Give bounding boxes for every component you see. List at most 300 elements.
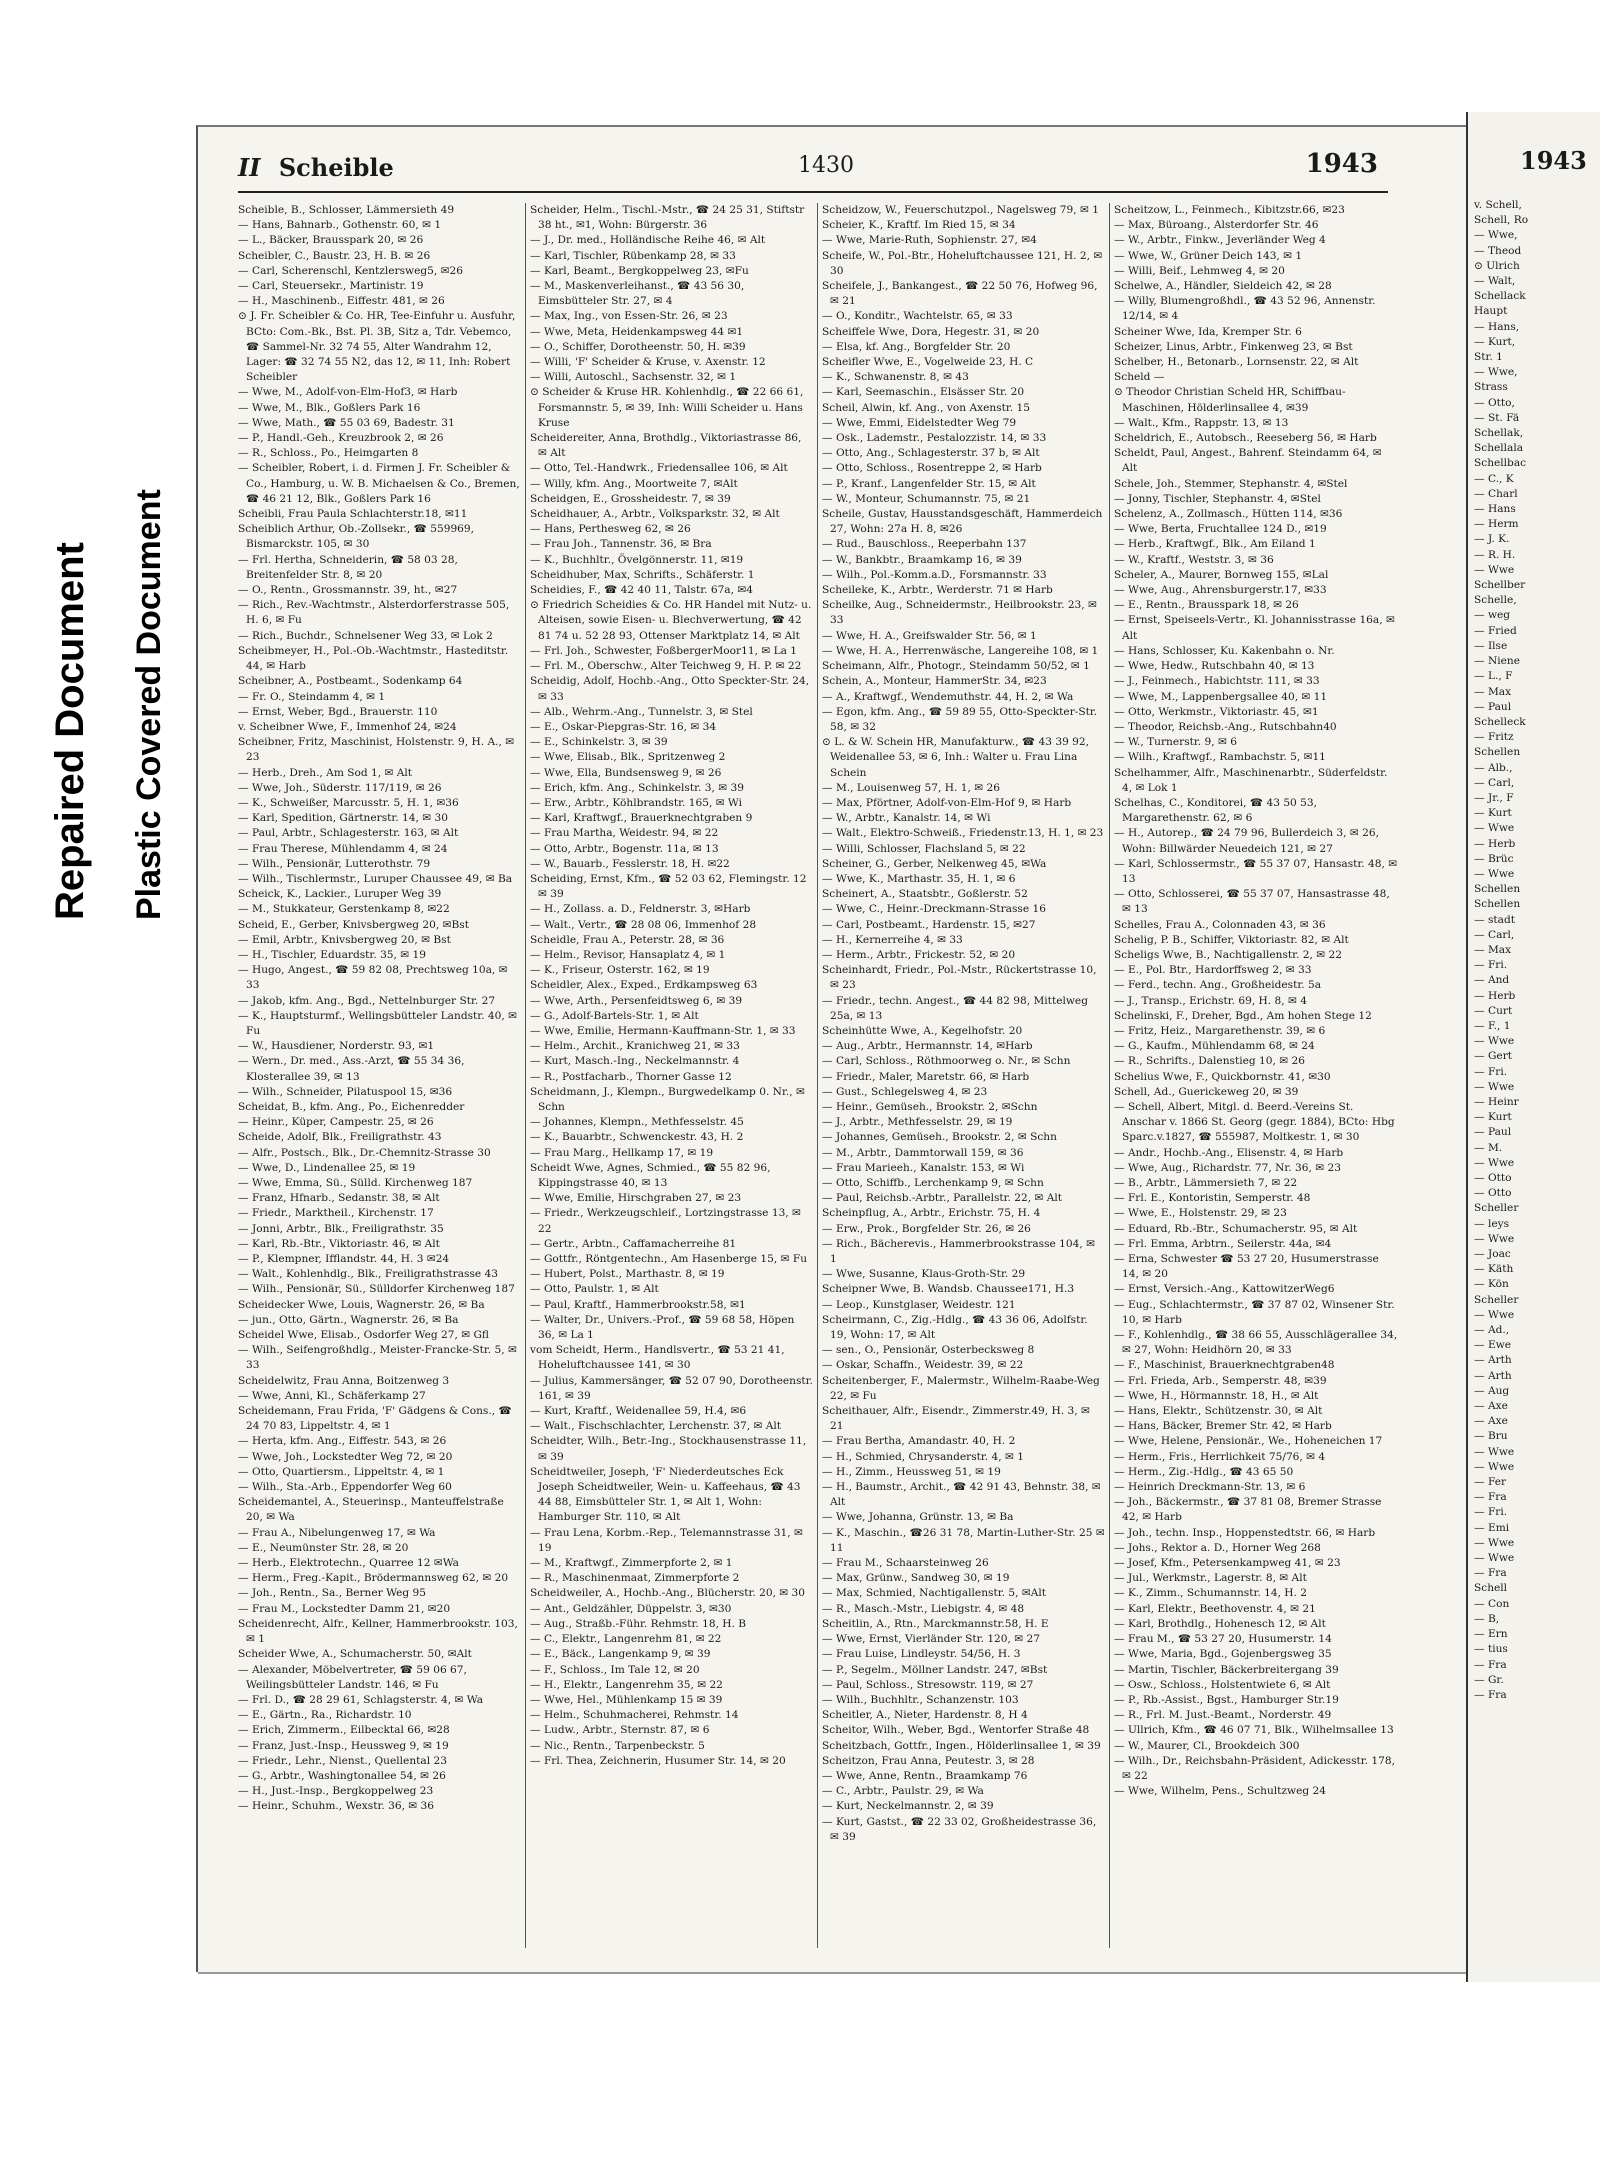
directory-entry: — M., Stukkateur, Gerstenkamp 8, ✉22 [238,903,450,916]
directory-entry: — Otto, Werkmstr., Viktoriastr. 45, ✉1 [1114,705,1319,718]
directory-entry: — Rud., Bauschloss., Reeperbahn 137 [822,538,1027,551]
directory-entry: — Otto, Schlosserei, ☎ 55 37 07, Hansastrasse 48, ✉ 13 [1114,888,1390,916]
directory-entry: — E., Schinkelstr. 3, ✉ 39 [530,736,668,749]
directory-entry: Scheidemantel, A., Steuerinsp., Manteuffelstraße 20, ✉ Wa [238,1496,504,1524]
adjacent-entry: — Wwe [1474,1232,1515,1245]
directory-entry: — Wwe, Joh., Lockstedter Weg 72, ✉ 20 [238,1450,453,1463]
directory-entry: Scheidmann, J., Klempn., Burgwedelkamp 0. Nr., ✉ Schn [530,1085,805,1113]
directory-entry: — P., Segelm., Möllner Landstr. 247, ✉Bst [822,1663,1048,1676]
adjacent-entry: — Fri. [1474,959,1508,972]
directory-entry: — Wwe, Marie-Ruth, Sophienstr. 27, ✉4 [822,234,1037,247]
directory-entry: — Paul, Kraftf., Hammerbrookstr.58, ✉1 [530,1298,746,1311]
directory-entry: Scheinert, A., Staatsbtr., Goßlerstr. 52 [822,888,1028,901]
directory-entry: — Erna, Schwester ☎ 53 27 20, Husumerstrasse 14, ✉ 20 [1114,1253,1379,1281]
directory-entry: Scheid, E., Gerber, Knivsbergweg 20, ✉Bst [238,918,470,931]
adjacent-page [1466,112,1600,1982]
directory-entry: — K., Friseur, Osterstr. 162, ✉ 19 [530,964,710,977]
directory-entry: — Wwe, Maria, Bgd., Gojenbergsweg 35 [1114,1648,1332,1661]
directory-entry: — Scheibler, Robert, i. d. Firmen J. Fr. Scheibler & Co., Hamburg, u. W. B. Michaelsen & Co., Bremen, ☎ 46 21 12, Blk., Goßlers Park 16 [238,462,520,505]
adjacent-entry: — Wwe [1474,1035,1515,1048]
directory-entry: — Joh., Rentn., Sa., Berner Weg 95 [238,1587,427,1600]
directory-entry: — Frl. Thea, Zeichnerin, Husumer Str. 14, ✉ 20 [530,1754,786,1767]
directory-entry: — R., Maschinenmaat, Zimmerpforte 2 [530,1572,740,1585]
directory-entry: — Herta, kfm. Ang., Eiffestr. 543, ✉ 26 [238,1435,447,1448]
directory-entry: — Wwe, Math., ☎ 55 03 69, Badestr. 31 [238,416,455,429]
directory-entry: — Herm., Arbtr., Frickestr. 52, ✉ 20 [822,948,1016,961]
adjacent-entry: Schellack [1474,290,1526,303]
directory-entry: — Wwe, Elisab., Blk., Spritzenweg 2 [530,751,726,764]
directory-entry: — W., Monteur, Schumannstr. 75, ✉ 21 [822,492,1031,505]
adjacent-entry: — Curt [1474,1004,1513,1017]
repaired-document-stamp: Repaired Document [48,542,92,920]
directory-entry: — R., Frl. M. Just.-Beamt., Norderstr. 49 [1114,1709,1332,1722]
directory-entry: Scheiner Wwe, Ida, Kremper Str. 6 [1114,325,1302,338]
directory-entry: — Karl, Tischler, Rübenkamp 28, ✉ 33 [530,249,736,262]
directory-entry: — Alb., Wehrm.-Ang., Tunnelstr. 3, ✉ Stel [530,705,753,718]
directory-entry: — Frau Martha, Weidestr. 94, ✉ 22 [530,827,719,840]
directory-entry: — Carl, Steuersekr., Martinistr. 19 [238,280,424,293]
directory-entry: — Frl. D., ☎ 28 29 61, Schlagsterstr. 4, ✉ Wa [238,1693,484,1706]
directory-entry: — Walt., Fischschlachter, Lerchenstr. 37, ✉ Alt [530,1420,782,1433]
directory-entry: — Rich., Rev.-Wachtmstr., Alsterdorferstrasse 505, H. 6, ✉ Fu [238,599,510,627]
adjacent-entry: — Wwe [1474,1552,1515,1565]
directory-entry: Scheidweiler, A., Hochb.-Ang., Blücherstr. 20, ✉ 30 [530,1587,806,1600]
directory-entry: — Wwe, M., Lappenbergsallee 40, ✉ 11 [1114,690,1328,703]
adjacent-entry: — Fried [1474,624,1517,637]
directory-entry: — jun., Otto, Gärtn., Wagnerstr. 26, ✉ Ba [238,1313,459,1326]
adjacent-entry: — Gert [1474,1050,1513,1063]
adjacent-entry: — M. [1474,1141,1503,1154]
directory-entry: — Erich, Zimmerm., Eilbecktal 66, ✉28 [238,1724,450,1737]
adjacent-entry: — Wwe [1474,1308,1515,1321]
directory-entry: — R., Postfacharb., Thorner Gasse 12 [530,1070,732,1083]
adjacent-entry: — Joac [1474,1248,1511,1261]
directory-entry: — Aug., Arbtr., Hermannstr. 14, ✉Harb [822,1040,1033,1053]
adjacent-entry: — leys [1474,1217,1510,1230]
directory-column-1 [234,203,526,1948]
directory-entry: — Johannes, Gemüseh., Brookstr. 2, ✉ Schn [822,1131,1057,1144]
adjacent-entry: — Niene [1474,655,1520,668]
directory-entry: — Wwe, H. A., Herrenwäsche, Langereihe 108, ✉ 1 [822,644,1099,657]
directory-entry: — Friedr., Werkzeugschleif., Lortzingstrasse 13, ✉ 22 [530,1207,801,1235]
directory-entry: — Herb., Kraftwgf., Blk., Am Eiland 1 [1114,538,1316,551]
adjacent-entry: — Wwe [1474,1445,1515,1458]
adjacent-entry: — Walt, [1474,275,1516,288]
directory-entry: ⊙ J. Fr. Scheibler & Co. HR, Tee-Einfuhr u. Ausfuhr, BCto: Com.-Bk., Bst. Pl. 3B, Sitz a, Tdr. Vebemco, ☎ Sammel-Nr. 32 74 55, Alter Wandrahm 12, Lager: ☎ 32 74 55 N2, das 12, ✉ 11, Inh: Robert Scheibler [238,310,516,384]
directory-column-3 [818,203,1110,1948]
directory-entry: — Karl, Kraftwgf., Brauerknechtgraben 9 [530,812,753,825]
adjacent-entry: — Jr., F [1474,791,1514,804]
adjacent-entry: Schellen [1474,746,1521,759]
directory-entry: — Frau A., Nibelungenweg 17, ✉ Wa [238,1526,436,1539]
adjacent-entry: — Max [1474,685,1512,698]
adjacent-entry: — Arth [1474,1354,1512,1367]
adjacent-entry: Scheller [1474,1293,1519,1306]
directory-entry: — Kurt, Kraftf., Weidenallee 59, H.4, ✉6 [530,1405,747,1418]
directory-entry: — Wwe, Johanna, Grünstr. 13, ✉ Ba [822,1511,1014,1524]
directory-entry: Scheidhuber, Max, Schrifts., Schäferstr. 1 [530,568,755,581]
adjacent-entry: — Emi [1474,1521,1510,1534]
directory-entry: — Max, Büroang., Alsterdorfer Str. 46 [1114,219,1319,232]
directory-entry: Scheinhütte Wwe, A., Kegelhofstr. 20 [822,1024,1023,1037]
directory-entry: Schelhas, C., Konditorei, ☎ 43 50 53, Margarethenstr. 62, ✉ 6 [1114,796,1318,825]
directory-entry: — Wilh., Seifengroßhdlg., Meister-Francke-Str. 5, ✉ 33 [238,1344,517,1372]
directory-entry: Scheimann, Alfr., Photogr., Steindamm 50/52, ✉ 1 [822,660,1090,673]
directory-entry: — Ullrich, Kfm., ☎ 46 07 71, Blk., Wilhelmsallee 13 [1114,1724,1394,1737]
directory-entry: — Wwe, Berta, Fruchtallee 124 D., ✉19 [1114,523,1327,536]
directory-entry: — Wilh., Buchhltr., Schanzenstr. 103 [822,1693,1019,1706]
directory-entry: Schelig, P. B., Schiffer, Viktoriastr. 82, ✉ Alt [1114,933,1349,946]
directory-entry: — Franz, Hfnarb., Sedanstr. 38, ✉ Alt [238,1192,440,1205]
directory-entry: — Joh., Bäckermstr., ☎ 37 81 08, Bremer Strasse 42, ✉ Harb [1114,1496,1382,1524]
directory-entry: Scheinpflug, A., Arbtr., Erichstr. 75, H. 4 [822,1207,1041,1220]
year-label: 1943 [1305,149,1378,179]
directory-entry: — W., Kraftf., Weststr. 3, ✉ 36 [1114,553,1274,566]
directory-entry: — Jakob, kfm. Ang., Bgd., Nettelnburger Str. 27 [238,994,496,1007]
adjacent-entry: — Fritz [1474,731,1514,744]
directory-entry: — Frl. Emma, Arbtrn., Seilerstr. 44a, ✉4 [1114,1237,1332,1250]
adjacent-entry: — F., 1 [1474,1019,1511,1032]
directory-entry: Scheligs Wwe, B., Nachtigallenstr. 2, ✉ 22 [1114,948,1342,961]
directory-entry: — Wwe, Meta, Heidenkampsweg 44 ✉1 [530,325,744,338]
directory-entry: — Frau M., Schaarsteinweg 26 [822,1557,989,1570]
directory-entry: Schelhammer, Alfr., Maschinenarbtr., Süderfeldstr. 4, ✉ Lok 1 [1114,766,1388,794]
directory-entry: — P., Kranf., Langenfelder Str. 15, ✉ Alt [822,477,1036,490]
adjacent-entry: — Hans [1474,503,1516,516]
directory-entry: — Hubert, Polst., Marthastr. 8, ✉ 19 [530,1268,725,1281]
directory-entry: — J., Arbtr., Methfesselstr. 29, ✉ 19 [822,1116,1013,1129]
directory-entry: — Walt., Kfm., Rappstr. 13, ✉ 13 [1114,416,1289,429]
adjacent-entry: — Wwe, [1474,229,1518,242]
directory-entry: — W., Hausdiener, Norderstr. 93, ✉1 [238,1040,435,1053]
directory-entry: Scheitzow, L., Feinmech., Kibitzstr.66, ✉23 [1114,204,1345,216]
directory-entry: Scheidler, Alex., Exped., Erdkampsweg 63 [530,979,758,992]
adjacent-entry: — Herb [1474,989,1516,1002]
directory-entry: — O., Schiffer, Dorotheenstr. 50, H. ✉39 [530,340,746,353]
directory-entry: — E., Pol. Btr., Hardorffsweg 2, ✉ 33 [1114,964,1312,977]
adjacent-entry: — Otto [1474,1187,1512,1200]
directory-entry: — Julius, Kammersänger, ☎ 52 07 90, Dorotheenstr. 161, ✉ 39 [530,1374,813,1402]
adjacent-entry: — Otto, [1474,396,1515,409]
directory-entry: — Johannes, Klempn., Methfesselstr. 45 [530,1116,744,1129]
directory-entry: Scheitler, A., Nieter, Hardenstr. 8, H 4 [822,1709,1028,1722]
directory-entry: — Willy, Blumengroßhdl., ☎ 43 52 96, Annenstr. 12/14, ✉ 4 [1114,295,1376,323]
adjacent-entry: — Carl, [1474,776,1515,789]
directory-entry: — Wwe, K., Marthastr. 35, H. 1, ✉ 6 [822,872,1016,885]
directory-entry: Scheier, K., Kraftf. Im Ried 15, ✉ 34 [822,219,1016,232]
adjacent-entry: — Fer [1474,1476,1507,1489]
adjacent-entry: — Theod [1474,244,1522,257]
adjacent-entry: v. Schell, [1474,199,1522,211]
adjacent-entry: — Kurt [1474,1111,1512,1124]
adjacent-entry: — tius [1474,1643,1508,1656]
directory-entry: — Johs., Rektor a. D., Horner Weg 268 [1114,1541,1321,1554]
directory-entry: — Otto, Ang., Schlagesterstr. 37 b, ✉ Alt [822,447,1040,460]
directory-entry: — Wwe, Wilhelm, Pens., Schultzweg 24 [1114,1785,1326,1798]
directory-entry: Scheibner, A., Postbeamt., Sodenkamp 64 [238,675,463,688]
directory-entry: — Frau Therese, Mühlendamm 4, ✉ 24 [238,842,448,855]
directory-entry: Scheiner, G., Gerber, Nelkenweg 45, ✉Wa [822,857,1047,870]
directory-entry: — Heinr., Schuhm., Wexstr. 36, ✉ 36 [238,1800,435,1813]
directory-entry: — W., Turnerstr. 9, ✉ 6 [1114,736,1237,749]
directory-entry: — Egon, kfm. Ang., ☎ 59 89 55, Otto-Speckter-Str. 58, ✉ 32 [822,705,1098,733]
directory-entry: — Herb., Dreh., Am Sod 1, ✉ Alt [238,766,413,779]
directory-entry: — Wwe, H. A., Greifswalder Str. 56, ✉ 1 [822,629,1037,642]
directory-entry: — F., Kohlenhdlg., ☎ 38 66 55, Ausschlägerallee 34, ✉ 27, Wohn: Heidhörn 20, ✉ 33 [1114,1329,1398,1357]
directory-entry: — K., Zimm., Schumannstr. 14, H. 2 [1114,1587,1308,1600]
directory-entry: — Frl. Frieda, Arb., Semperstr. 48, ✉39 [1114,1374,1327,1387]
directory-entry: — H., Maschinenb., Eiffestr. 481, ✉ 26 [238,295,445,308]
directory-entry: — P., Rb.-Assist., Bgst., Hamburger Str.19 [1114,1693,1339,1706]
directory-entry: — H., Elektr., Langenrehm 35, ✉ 22 [530,1678,723,1691]
adjacent-entry: Schellak, [1474,427,1524,440]
adjacent-entry: — Herb [1474,837,1516,850]
directory-entry: — F., Maschinist, Brauerknechtgraben48 [1114,1359,1335,1372]
adjacent-entry: Schelle, [1474,594,1517,607]
directory-entry: — Frau Marg., Hellkamp 17, ✉ 19 [530,1146,714,1159]
directory-entry: — Wwe, Anne, Rentn., Braamkamp 76 [822,1769,1028,1782]
directory-entry: — O., Konditr., Wachtelstr. 65, ✉ 33 [822,310,1013,323]
directory-entry: Scheibli, Frau Paula Schlachterstr.18, ✉11 [238,508,468,521]
directory-entry: — Hans, Bahnarb., Gothenstr. 60, ✉ 1 [238,219,442,232]
directory-entry: Scheifler Wwe, E., Vogelweide 23, H. C [822,356,1034,369]
directory-entry: Scheider, Helm., Tischl.-Mstr., ☎ 24 25 31, Stiftstr 38 ht., ✉1, Wohn: Bürgerstr. 36 [530,204,805,232]
adjacent-entry: — Con [1474,1597,1510,1610]
directory-entry: — A., Kraftwgf., Wendemuthstr. 44, H. 2, ✉ Wa [822,690,1074,703]
adjacent-entry: — Aug [1474,1384,1510,1397]
directory-entry: — Karl, Brothdlg., Hohenesch 12, ✉ Alt [1114,1617,1326,1630]
directory-entry: — Frau Bertha, Amandastr. 40, H. 2 [822,1435,1016,1448]
adjacent-entry: — And [1474,974,1510,987]
directory-entry: — Max, Schmied, Nachtigallenstr. 5, ✉Alt [822,1587,1046,1600]
directory-entry: — R., Masch.-Mstr., Liebigstr. 4, ✉ 48 [822,1602,1025,1615]
directory-entry: — W., Arbtr., Kanalstr. 14, ✉ Wi [822,812,991,825]
directory-entry: — Carl, Postbeamt., Hardenstr. 15, ✉27 [822,918,1036,931]
directory-entry: — Emil, Arbtr., Knivsbergweg 20, ✉ Bst [238,933,451,946]
directory-entry: Scheide, Adolf, Blk., Freiligrathstr. 43 [238,1131,442,1144]
directory-page [196,125,1468,1972]
directory-entry: vom Scheidt, Herm., Handlsvertr., ☎ 53 21 41, Hoheluftchaussee 141, ✉ 30 [530,1344,785,1372]
directory-entry: — C., Elektr., Langenrehm 81, ✉ 22 [530,1633,722,1646]
directory-entry: — Alfr., Postsch., Blk., Dr.-Chemnitz-Strasse 30 [238,1146,491,1159]
directory-entry: ⊙ Friedrich Scheidies & Co. HR Handel mit Nutz- u. Alteisen, sowie Eisen- u. Blechverwertung, ☎ 42 81 74 u. 52 28 93, Ottenser Marktplatz 14, ✉ Alt [530,599,812,642]
directory-entry: — Karl, Elektr., Beethovenstr. 4, ✉ 21 [1114,1602,1316,1615]
directory-entry: — Frl. Joh., Schwester, FoßbergerMoor11, ✉ La 1 [530,644,798,657]
directory-entry: — Friedr., techn. Angest., ☎ 44 82 98, Mittelweg 25a, ✉ 13 [822,994,1088,1022]
adjacent-entry: — Axe [1474,1400,1508,1413]
directory-entry: Scheipner Wwe, B. Wandsb. Chaussee171, H.3 [822,1283,1075,1296]
directory-entry: — Frau Joh., Tannenstr. 36, ✉ Bra [530,538,712,551]
adjacent-entry: Schellen [1474,898,1521,911]
directory-entry: Scheidat, B., kfm. Ang., Po., Eichenredder [238,1100,465,1113]
directory-entry: Scheler, A., Maurer, Bornweg 155, ✉Lal [1114,568,1329,581]
adjacent-entry: — Fra [1474,1491,1507,1504]
directory-entry: — Walter, Dr., Univers.-Prof., ☎ 59 68 58, Höpen 36, ✉ La 1 [530,1313,795,1342]
adjacent-entry: Schelleck [1474,715,1526,728]
directory-entry: Scheizer, Linus, Arbtr., Finkenweg 23, ✉ Bst [1114,340,1353,353]
directory-entry: — Helm., Archit., Kranichweg 21, ✉ 33 [530,1040,740,1053]
directory-entry: — Frau M., ☎ 53 27 20, Husumerstr. 14 [1114,1633,1332,1646]
directory-entry: — E., Gärtn., Ra., Richardstr. 10 [238,1709,412,1722]
directory-entry: Scheibner, Fritz, Maschinist, Holstenstr. 9, H. A., ✉ 23 [238,736,515,764]
directory-entry: Scheider Wwe, A., Schumacherstr. 50, ✉Alt [238,1648,472,1661]
adjacent-entry: Strass [1474,381,1508,394]
directory-entry: — H., Zimm., Heussweg 51, ✉ 19 [822,1465,1001,1478]
directory-entry: — P., Klempner, Ifflandstr. 44, H. 3 ✉24 [238,1253,450,1266]
directory-entry: — W., Bankbtr., Braamkamp 16, ✉ 39 [822,553,1022,566]
directory-entry: — K., Maschin., ☎26 31 78, Martin-Luther-Str. 25 ✉ 11 [822,1526,1105,1554]
adjacent-entry: — Ern [1474,1628,1508,1641]
adjacent-entry: — Arth [1474,1369,1512,1382]
directory-entry: — R., Schloss., Po., Heimgarten 8 [238,447,419,460]
directory-entry: — Wwe, Ernst, Vierländer Str. 120, ✉ 27 [822,1633,1040,1646]
directory-entry: — Willi, 'F' Scheider & Kruse, v. Axenstr. 12 [530,356,766,369]
directory-entry: — Eug., Schlachtermstr., ☎ 37 87 02, Winsener Str. 10, ✉ Harb [1114,1298,1395,1326]
directory-entry: — Alexander, Möbelvertreter, ☎ 59 06 67, Weilingsbütteler Landstr. 146, ✉ Fu [238,1663,467,1691]
directory-entry: — K., Schwanenstr. 8, ✉ 43 [822,371,969,384]
adjacent-year-label: 1943 [1520,146,1587,175]
directory-entry: — M., Maskenverleihanst., ☎ 43 56 30, Eimsbütteler Str. 27, ✉ 4 [530,280,745,308]
directory-entry: Schele, Joh., Stemmer, Stephanstr. 4, ✉Stel [1114,477,1348,490]
directory-entry: — Herb., Elektrotechn., Quarree 12 ✉Wa [238,1557,459,1570]
directory-entry: Scheidel Wwe, Elisab., Osdorfer Weg 27, ✉ Gfl [238,1329,489,1342]
directory-entry: — Paul, Schloss., Stresowstr. 119, ✉ 27 [822,1678,1034,1691]
directory-entry: — Carl, Schloss., Röthmoorweg o. Nr., ✉ Schn [822,1055,1071,1068]
directory-entry: — Frau M., Lockstedter Damm 21, ✉20 [238,1602,451,1615]
directory-entry: Scheilke, Aug., Schneidermstr., Heilbrookstr. 23, ✉ 33 [822,599,1097,627]
directory-entry: — Jonni, Arbtr., Blk., Freiligrathstr. 35 [238,1222,444,1235]
adjacent-entry: Haupt [1474,305,1508,318]
directory-entry: — E., Neumünster Str. 28, ✉ 20 [238,1541,409,1554]
directory-entry: — H., Just.-Insp., Bergkoppelweg 23 [238,1785,434,1798]
directory-entry: Scheibmeyer, H., Pol.-Ob.-Wachtmstr., Hasteditstr. 44, ✉ Harb [238,644,509,673]
directory-entry: Schell, Ad., Guerickeweg 20, ✉ 39 [1114,1085,1299,1098]
directory-entry: — H., Schmied, Chrysanderstr. 4, ✉ 1 [822,1450,1024,1463]
adjacent-entry: — Fri. [1474,1506,1508,1519]
directory-entry: — Herm., Zig.-Hdlg., ☎ 43 65 50 [1114,1465,1294,1478]
directory-entry: Scheiding, Ernst, Kfm., ☎ 52 03 62, Flemingstr. 12 ✉ 39 [530,872,807,901]
adjacent-entry: — Wwe [1474,1156,1515,1169]
directory-entry: — Wwe, C., Heinr.-Dreckmann-Strasse 16 [822,903,1046,916]
directory-entry: — Kurt, Neckelmannstr. 2, ✉ 39 [822,1800,994,1813]
adjacent-entry: — Bru [1474,1430,1508,1443]
adjacent-entry: — Otto [1474,1172,1512,1184]
directory-entry: — Wwe, Emmi, Eidelstedter Weg 79 [822,416,1017,429]
directory-entry: Scheidelwitz, Frau Anna, Boitzenweg 3 [238,1374,450,1387]
directory-entry: — Wwe, Hel., Mühlenkamp 15 ✉ 39 [530,1693,723,1706]
directory-entry: — Wwe, D., Lindenallee 25, ✉ 19 [238,1161,416,1174]
directory-entry: Scheinhardt, Friedr., Pol.-Mstr., Rückertstrasse 10, ✉ 23 [822,964,1097,992]
adjacent-entry: — Wwe [1474,1460,1515,1473]
adjacent-entry: — Ad., [1474,1324,1510,1337]
directory-entry: — Wwe, Aug., Richardstr. 77, Nr. 36, ✉ 23 [1114,1161,1341,1174]
directory-entry: — Jul., Werkmstr., Lagerstr. 8, ✉ Alt [1114,1572,1307,1585]
adjacent-entry: — Kön [1474,1278,1509,1291]
directory-entry: Scheileke, K., Arbtr., Werderstr. 71 ✉ Harb [822,584,1053,597]
directory-entry: — Wwe, W., Grüner Deich 143, ✉ 1 [1114,249,1303,262]
directory-entry: Scheirmann, C., Zig.-Hdlg., ☎ 43 36 06, Adolfstr. 19, Wohn: 17, ✉ Alt [822,1313,1088,1342]
directory-entry: — J., Transp., Erichstr. 69, H. 8, ✉ 4 [1114,994,1307,1007]
directory-entry: — Franz, Just.-Insp., Heussweg 9, ✉ 19 [238,1739,449,1752]
adjacent-entry: — Charl [1474,487,1518,500]
adjacent-entry: — Heinr [1474,1095,1519,1108]
directory-entry: — G., Kaufm., Mühlendamm 68, ✉ 24 [1114,1040,1315,1053]
directory-entry: — Wilh., Tischlermstr., Luruper Chaussee 49, ✉ Ba [238,872,513,885]
directory-entry: — Kurt, Masch.-Ing., Neckelmannstr. 4 [530,1055,740,1068]
directory-entry: — Frl. Hertha, Schneiderin, ☎ 58 03 28, Breitenfelder Str. 8, ✉ 20 [238,553,458,581]
directory-entry: — Otto, Schiffb., Lerchenkamp 9, ✉ Schn [822,1177,1044,1189]
directory-entry: — Wwe, Helene, Pensionär., We., Hoheneichen 17 [1114,1435,1383,1448]
directory-entry: — Wwe, Hedw., Rutschbahn 40, ✉ 13 [1114,660,1315,673]
directory-entry: — Otto, Paulstr. 1, ✉ Alt [530,1283,659,1296]
adjacent-entry: — Fra [1474,1688,1507,1701]
directory-entry: — Wwe, Anni, Kl., Schäferkamp 27 [238,1389,426,1402]
adjacent-entry: — Ilse [1474,639,1508,652]
adjacent-entry: — Max [1474,943,1512,956]
directory-entry: — E., Rentn., Brausspark 18, ✉ 26 [1114,599,1299,612]
adjacent-entry: — C., K [1474,472,1514,485]
directory-entry: Scheidtweiler, Joseph, 'F' Niederdeutsches Eck Joseph Scheidtweiler, Wein- u. Kaffeehaus, ☎ 43 44 88, Eimsbütteler Str. 1, ✉ Alt 1, Wohn: Hamburger Str. 110, ✉ Alt [530,1465,801,1524]
directory-entry: — Max, Ing., von Essen-Str. 26, ✉ 23 [530,310,728,323]
directory-entry: Schelber, H., Betonarb., Lornsenstr. 22, ✉ Alt [1114,356,1359,369]
directory-entry: — G., Arbtr., Washingtonallee 54, ✉ 26 [238,1769,446,1782]
directory-entry: Schelenz, A., Zollmasch., Hütten 114, ✉36 [1114,508,1343,521]
directory-entry: — Wwe, H., Hörmannstr. 18, H., ✉ Alt [1114,1389,1319,1402]
directory-entry: Schelwe, A., Händler, Sieldeich 42, ✉ 28 [1114,280,1332,293]
directory-entry: — Gust., Schlegelsweg 4, ✉ 23 [822,1085,988,1098]
directory-entry: Scheidies, F., ☎ 42 40 11, Talstr. 67a, ✉4 [530,584,753,597]
adjacent-entry: — Herm [1474,518,1519,531]
directory-entry: Scheiblich Arthur, Ob.-Zollsekr., ☎ 559969, Bismarckstr. 105, ✉ 30 [238,523,475,551]
adjacent-entry: — St. Fä [1474,411,1520,424]
directory-entry: — H., Tischler, Eduardstr. 35, ✉ 19 [238,948,427,961]
directory-entry: — G., Adolf-Bartels-Str. 1, ✉ Alt [530,1009,699,1022]
directory-entry: — Fr. O., Steindamm 4, ✉ 1 [238,690,386,703]
directory-entry: — Wwe, E., Holstenstr. 29, ✉ 23 [1114,1207,1287,1220]
directory-entry: — Friedr., Marktheil., Kirchenstr. 17 [238,1207,434,1220]
directory-entry: Scheidzow, W., Feuerschutzpol., Nagelsweg 79, ✉ 1 [822,204,1099,216]
directory-entry: — Herm., Freg.-Kapit., Brödermannsweg 62, ✉ 20 [238,1572,509,1585]
directory-entry: — Erw., Prok., Borgfelder Str. 26, ✉ 26 [822,1222,1031,1235]
directory-entry: — L., Bäcker, Brausspark 20, ✉ 26 [238,234,424,247]
directory-entry: — Wwe, M., Adolf-von-Elm-Hof3, ✉ Harb [238,386,458,399]
directory-entry: Scheithauer, Alfr., Eisendr., Zimmerstr.49, H. 3, ✉ 21 [822,1405,1090,1433]
directory-entry: Scheibler, C., Baustr. 23, H. B. ✉ 26 [238,249,431,262]
adjacent-entry: — stadt [1474,913,1516,926]
directory-entry: — K., Buchhltr., Övelgönnerstr. 11, ✉19 [530,553,744,566]
directory-entry: Scheldt, Paul, Angest., Bahrenf. Steindamm 64, ✉ Alt [1114,447,1382,475]
directory-entry: — Hans, Bäcker, Bremer Str. 42, ✉ Harb [1114,1420,1332,1433]
directory-entry: ⊙ Scheider & Kruse HR. Kohlenhdlg., ☎ 22 66 61, Forsmannstr. 5, ✉ 39, Inh: Willi Scheider u. Hans Kruse [530,386,804,429]
running-head: Scheible [278,153,394,182]
directory-entry: — R., Schrifts., Dalenstieg 10, ✉ 26 [1114,1055,1305,1068]
directory-entry: — Ferd., techn. Ang., Großheidestr. 5a [1114,979,1322,992]
adjacent-entry: Scheller [1474,1202,1519,1215]
directory-entry: Schelius Wwe, F., Quickbornstr. 41, ✉30 [1114,1070,1331,1083]
directory-entry: — Friedr., Lehr., Nienst., Quellental 23 [238,1754,447,1767]
adjacent-entry: ⊙ Ulrich [1474,259,1520,272]
directory-entry: Scheidgen, E., Grossheidestr. 7, ✉ 39 [530,492,731,505]
directory-entry: Scheidter, Wilh., Betr.-Ing., Stockhausenstrasse 11, ✉ 39 [530,1435,807,1463]
directory-entry: — Erw., Arbtr., Köhlbrandstr. 165, ✉ Wi [530,796,743,809]
directory-entry: — Wilh., Pensionär, Lutterothstr. 79 [238,857,431,870]
directory-entry: Scheidecker Wwe, Louis, Wagnerstr. 26, ✉ Ba [238,1298,485,1311]
directory-entry: Schein, A., Monteur, HammerStr. 34, ✉23 [822,675,1047,688]
directory-entry: — Gottfr., Röntgentechn., Am Hasenberge 15, ✉ Fu [530,1253,808,1266]
plastic-covered-stamp: Plastic Covered Document [130,489,168,920]
adjacent-entry: Schellen [1474,883,1521,896]
adjacent-entry: — Fri. [1474,1065,1508,1078]
